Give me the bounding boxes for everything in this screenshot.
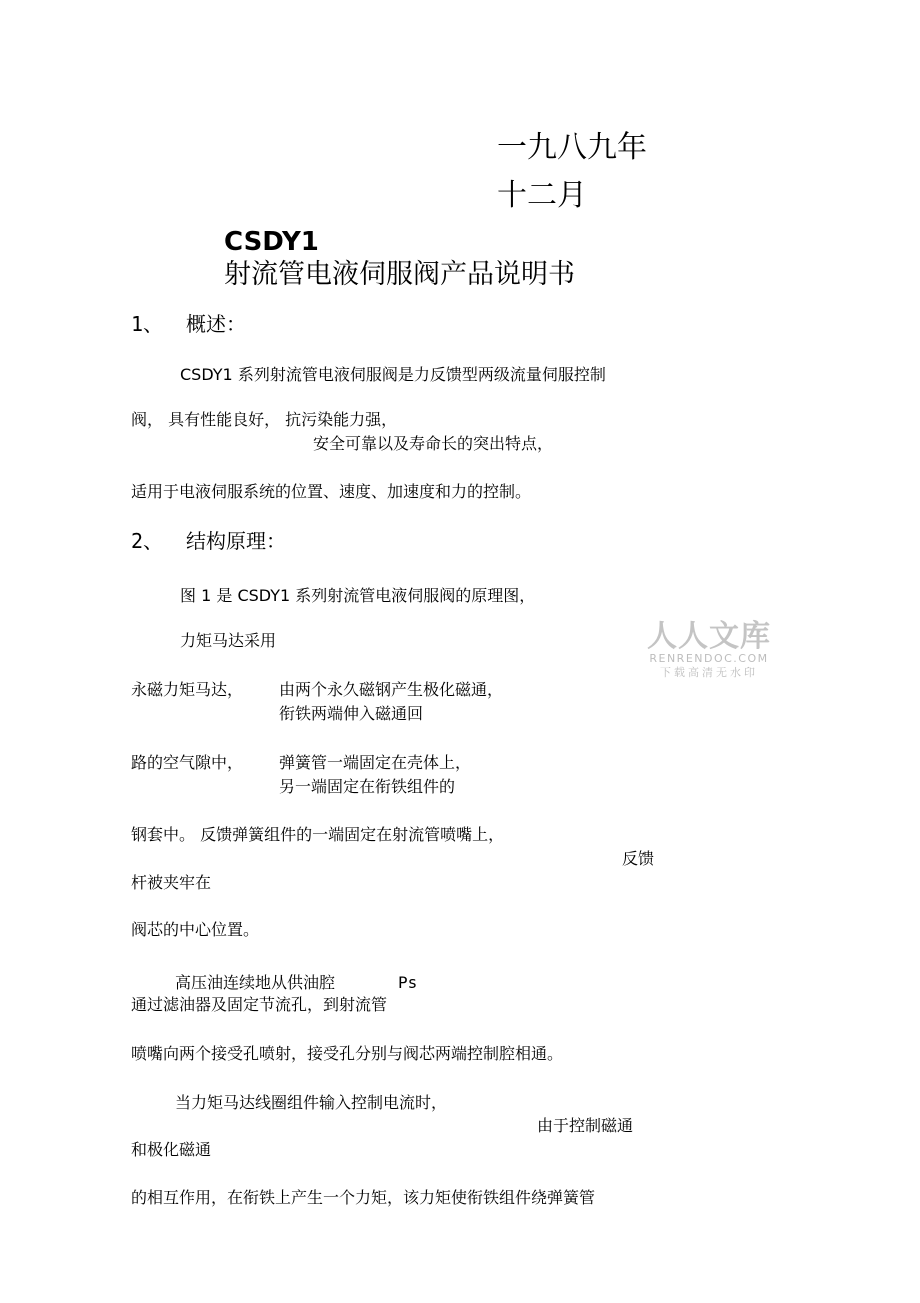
section2-line-2: 力矩马达采用 bbox=[180, 631, 277, 650]
section2-line-6: 路的空气隙中， bbox=[131, 753, 244, 772]
section2-number: 2、 bbox=[131, 529, 164, 553]
section2-line-19: 和极化磁通 bbox=[131, 1140, 212, 1159]
section2-heading: 结构原理： bbox=[186, 529, 286, 553]
section2-line-8: 另一端固定在衔铁组件的 bbox=[279, 777, 456, 796]
title-model: CSDY1 bbox=[224, 227, 319, 257]
section2-line-20: 的相互作用，在衔铁上产生一个力矩，该力矩使衔铁组件绕弹簧管 bbox=[131, 1188, 596, 1207]
section2-line-14: Ps bbox=[398, 973, 418, 992]
section2-line-15: 通过滤油器及固定节流孔，到射流管 bbox=[131, 995, 388, 1014]
section2-line-3: 永磁力矩马达， bbox=[131, 680, 244, 699]
section2-line-10: 反馈 bbox=[622, 849, 655, 868]
section2-line-18: 由于控制磁通 bbox=[537, 1116, 634, 1135]
section2-line-1: 图 1 是 CSDY1 系列射流管电液伺服阀的原理图， bbox=[180, 586, 536, 605]
section1-number: 1、 bbox=[131, 312, 164, 336]
watermark-site: RENRENDOC.COM bbox=[649, 652, 769, 665]
section1-line-1: CSDY1 系列射流管电液伺服阀是力反馈型两级流量伺服控制 bbox=[180, 365, 606, 384]
section2-line-4: 由两个永久磁钢产生极化磁通， bbox=[279, 680, 504, 699]
title-name: 射流管电液伺服阀产品说明书 bbox=[224, 259, 575, 290]
watermark-brand: 人人文库 bbox=[647, 619, 771, 654]
section2-line-17: 当力矩马达线圈组件输入控制电流时， bbox=[175, 1093, 448, 1112]
section2-line-7: 弹簧管一端固定在壳体上， bbox=[279, 753, 472, 772]
section1-line-4: 适用于电液伺服系统的位置、速度、加速度和力的控制。 bbox=[131, 482, 532, 501]
section1-line-2: 阀， 具有性能良好， 抗污染能力强， bbox=[131, 410, 398, 429]
date-month: 十二月 bbox=[497, 178, 587, 213]
section2-line-11: 杆被夹牢在 bbox=[131, 873, 212, 892]
watermark-slogan: 下载高清无水印 bbox=[660, 666, 758, 680]
section2-line-9: 钢套中。 反馈弹簧组件的一端固定在射流管喷嘴上， bbox=[131, 825, 505, 844]
section2-line-5: 衔铁两端伸入磁通回 bbox=[279, 704, 424, 723]
watermark bbox=[644, 619, 774, 680]
section1-line-3: 安全可靠以及寿命长的突出特点， bbox=[313, 434, 554, 453]
section1-heading: 概述： bbox=[186, 312, 246, 336]
section2-line-16: 喷嘴向两个接受孔喷射，接受孔分别与阀芯两端控制腔相通。 bbox=[131, 1044, 564, 1063]
section2-line-13: 高压油连续地从供油腔 bbox=[175, 973, 336, 992]
section2-line-12: 阀芯的中心位置。 bbox=[131, 920, 260, 939]
date-year: 一九八九年 bbox=[497, 130, 647, 165]
